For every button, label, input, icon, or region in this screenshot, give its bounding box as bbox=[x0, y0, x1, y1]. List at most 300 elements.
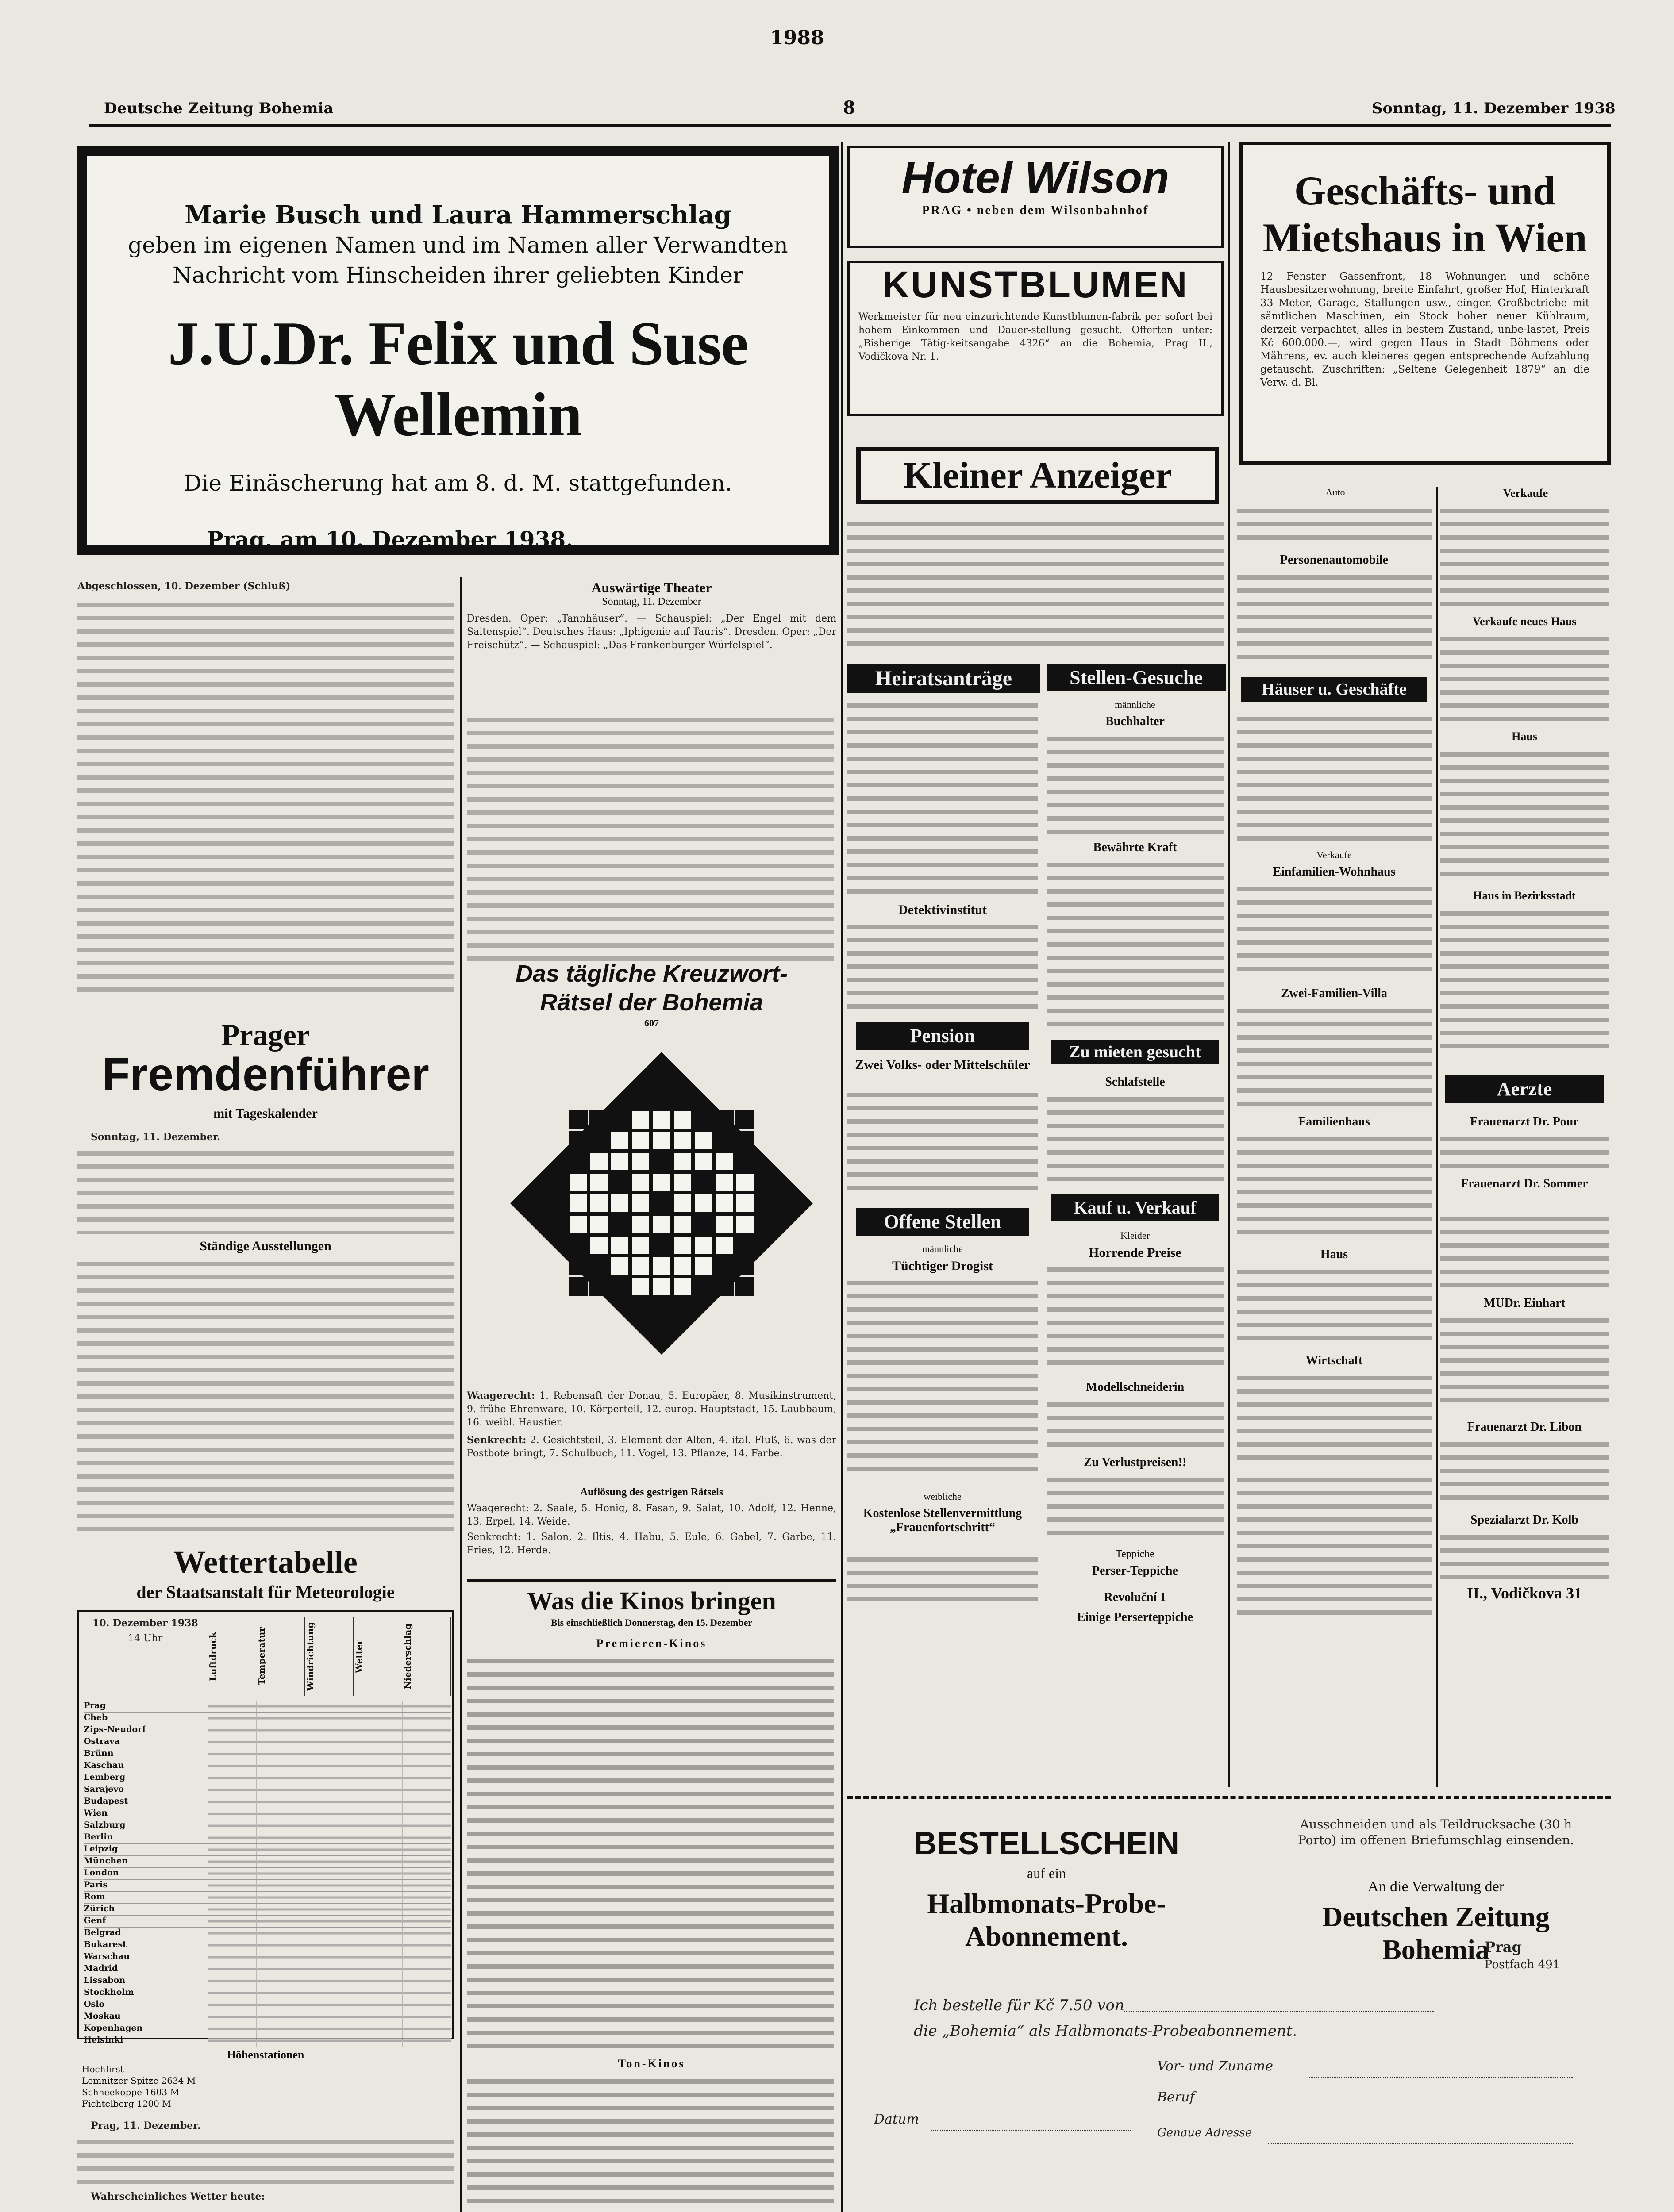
crossword-block bbox=[589, 1131, 608, 1150]
weather-cell bbox=[402, 1987, 451, 1999]
order-line-1 bbox=[914, 1998, 1578, 2012]
field-name-input[interactable] bbox=[1308, 2060, 1573, 2078]
crossword-block bbox=[610, 1215, 629, 1234]
weather-row bbox=[84, 1892, 451, 1904]
weather-cell bbox=[305, 1701, 354, 1712]
weather-city: Lissabon bbox=[84, 1975, 126, 1985]
crossword-block bbox=[569, 1131, 588, 1150]
weather-cell bbox=[354, 1760, 402, 1772]
crossword-down bbox=[467, 1433, 836, 1460]
haus-ad-2 bbox=[1440, 748, 1609, 880]
stellengesuche-maennliche: männliche bbox=[1115, 699, 1155, 710]
heading-heiratsantraege: Heiratsanträge bbox=[847, 664, 1040, 693]
wirtschaft-heading: Wirtschaft bbox=[1305, 1354, 1363, 1367]
weather-cell bbox=[256, 1748, 305, 1760]
weather-cell bbox=[305, 2011, 354, 2023]
guide-title-2: Fremdenführer bbox=[102, 1049, 429, 1100]
crossword-block bbox=[715, 1277, 734, 1296]
offene-maennliche: männliche bbox=[922, 1243, 963, 1254]
detektiv-ad bbox=[847, 920, 1038, 1009]
weather-subtitle: der Staatsanstalt für Meteorologie bbox=[136, 1582, 395, 1602]
weather-city: Madrid bbox=[84, 1963, 118, 1973]
crossword-block bbox=[610, 1173, 629, 1192]
col-rule-1 bbox=[460, 577, 462, 2212]
col-rule-3 bbox=[1228, 142, 1230, 1787]
weather-row bbox=[84, 1951, 451, 1963]
weather-row bbox=[84, 1808, 451, 1820]
modell-ad bbox=[1047, 1398, 1224, 1447]
landwirtschaft-ad bbox=[1237, 1473, 1432, 1615]
weather-cell bbox=[305, 1784, 354, 1796]
crossword-grid bbox=[493, 1035, 830, 1371]
weather-city: Brünn bbox=[84, 1748, 114, 1758]
weather-cell bbox=[208, 2035, 256, 2047]
crossword-cell[interactable] bbox=[735, 1194, 754, 1213]
stations-heading: Höhenstationen bbox=[227, 2048, 304, 2061]
weather-col-header: Windrichtung bbox=[305, 1617, 354, 1696]
weather-row bbox=[84, 1772, 451, 1784]
weather-cell bbox=[305, 1713, 354, 1724]
crossword-cell[interactable] bbox=[652, 1110, 671, 1129]
weather-row bbox=[84, 1748, 451, 1760]
forecast-label: Wahrscheinliches Wetter heute: bbox=[91, 2191, 265, 2202]
across-clues: 1. Rebensaft der Donau, 5. Europäer, 8. Musikinstrument, 9. frühe Ehrenware, 10. Körperteil, 12. europ. Hauptstadt, 15. Laubbaum, 16. weibl. Haustier. bbox=[467, 1390, 836, 1428]
crossword-cell[interactable] bbox=[631, 1173, 650, 1192]
crossword-cell[interactable] bbox=[715, 1173, 734, 1192]
personenautomobile-heading: Personenautomobile bbox=[1280, 553, 1389, 567]
crossword-cell[interactable] bbox=[610, 1152, 629, 1171]
weather-cell bbox=[256, 1856, 305, 1867]
guide-text bbox=[77, 1146, 454, 1234]
order-form-city: Prag bbox=[1485, 1939, 1522, 1955]
weather-cell bbox=[402, 1736, 451, 1748]
heading-kauf-verkauf: Kauf u. Verkauf bbox=[1051, 1194, 1219, 1221]
bewaehrte-ad bbox=[1047, 858, 1224, 1026]
crossword-cell[interactable] bbox=[715, 1194, 734, 1213]
field-name-label: Vor- und Zuname bbox=[1157, 2058, 1273, 2074]
weather-cell bbox=[305, 1999, 354, 2011]
zumieten-ad bbox=[1047, 1093, 1224, 1181]
crossword-number: 607 bbox=[644, 1018, 659, 1029]
weather-cell bbox=[354, 1772, 402, 1784]
crossword-cell[interactable] bbox=[673, 1173, 692, 1192]
crossword-cell[interactable] bbox=[610, 1194, 629, 1213]
order-form bbox=[847, 1796, 1611, 2212]
weather-cell bbox=[354, 1951, 402, 1963]
weather-cell bbox=[402, 1772, 451, 1784]
field-datum-label: Datum bbox=[874, 2112, 919, 2127]
crossword-block bbox=[652, 1194, 671, 1213]
weather-cell bbox=[256, 1928, 305, 1939]
middle-column bbox=[467, 580, 836, 2212]
dr-einhart: MUDr. Einhart bbox=[1483, 1296, 1566, 1310]
weather-cell bbox=[256, 1724, 305, 1736]
field-name-row bbox=[1157, 2060, 1578, 2082]
weather-city: Paris bbox=[84, 1880, 108, 1889]
weather-cell bbox=[256, 1892, 305, 1903]
crossword-cell[interactable] bbox=[652, 1256, 671, 1275]
hotel-wilson-ad bbox=[847, 146, 1224, 248]
zwei-familien-ad bbox=[1237, 1004, 1432, 1106]
crossword-cell[interactable] bbox=[673, 1256, 692, 1275]
weather-city: Wien bbox=[84, 1808, 108, 1818]
weather-cell bbox=[256, 1784, 305, 1796]
weather-city: Zips-Neudorf bbox=[84, 1724, 146, 1734]
weather-cell bbox=[354, 1736, 402, 1748]
kinos-title: Was die Kinos bringen bbox=[467, 1579, 836, 1616]
auto-ad bbox=[1237, 504, 1432, 549]
crossword-cell[interactable] bbox=[631, 1215, 650, 1234]
offene-weibliche: weibliche bbox=[924, 1491, 962, 1502]
dr-libon-ad bbox=[1440, 1438, 1609, 1504]
weather-cell bbox=[354, 1701, 402, 1712]
kleiner-anzeiger-title: Kleiner Anzeiger bbox=[903, 455, 1172, 496]
wirtschaft-ad bbox=[1237, 1371, 1432, 1460]
dr-sommer: Frauenarzt Dr. Sommer bbox=[1461, 1177, 1588, 1190]
crossword-cell[interactable] bbox=[631, 1194, 650, 1213]
weather-city: Berlin bbox=[84, 1832, 113, 1842]
crossword-cell[interactable] bbox=[589, 1194, 608, 1213]
crossword-cell[interactable] bbox=[569, 1173, 588, 1192]
station-row: Lomnitzer Spitze 2634 M bbox=[82, 2075, 196, 2086]
weather-city: Helsinki bbox=[84, 2035, 123, 2045]
weather-cell bbox=[305, 1868, 354, 1879]
crossword-cell[interactable] bbox=[673, 1215, 692, 1234]
weather-cell bbox=[208, 1784, 256, 1796]
dr-kolb-ad bbox=[1440, 1531, 1609, 1579]
crossword-cell[interactable] bbox=[694, 1194, 713, 1213]
weather-report-lead: Prag, 11. Dezember. bbox=[91, 2120, 201, 2131]
weather-cell bbox=[208, 1975, 256, 1987]
weather-cell bbox=[208, 1748, 256, 1760]
weather-city: Cheb bbox=[84, 1713, 108, 1722]
weather-row bbox=[84, 1939, 451, 1951]
kinos-premiere-list bbox=[467, 1655, 834, 2053]
exhibitions-heading: Ständige Ausstellungen bbox=[200, 1239, 331, 1253]
verlust-heading: Zu Verlustpreisen!! bbox=[1083, 1455, 1187, 1469]
kunstblumen-body: Werkmeister für neu einzurichtende Kunstblumen-fabrik per sofort bei hohem Einkommen und Dauer-stellung gesucht. Offerten unter: „Bisherige Tätig-keitsangabe 4326“ an die Bohemia, Prag II., Vodičkova Nr. 1. bbox=[858, 311, 1212, 362]
weather-cell bbox=[256, 1808, 305, 1820]
weather-cell bbox=[305, 1928, 354, 1939]
weather-city: Stockholm bbox=[84, 1987, 134, 1997]
bewaehrte-kraft: Bewährte Kraft bbox=[1093, 841, 1177, 854]
crossword-block bbox=[715, 1256, 734, 1275]
weather-cell bbox=[208, 1808, 256, 1820]
obituary-notice bbox=[77, 146, 839, 555]
weather-row bbox=[84, 1928, 451, 1939]
weather-cell bbox=[354, 1724, 402, 1736]
weather-row bbox=[84, 1868, 451, 1880]
crossword-cell[interactable] bbox=[631, 1277, 650, 1296]
weather-cell bbox=[208, 1760, 256, 1772]
crossword-cell[interactable] bbox=[673, 1131, 692, 1150]
order-form-title: BESTELLSCHEIN bbox=[913, 1826, 1180, 1861]
weather-cell bbox=[208, 1987, 256, 1999]
field-adresse-input[interactable] bbox=[1268, 2126, 1573, 2144]
weather-title: Wettertabelle bbox=[173, 1544, 358, 1580]
weather-cell bbox=[305, 1808, 354, 1820]
crossword-cell[interactable] bbox=[673, 1277, 692, 1296]
crossword-cell[interactable] bbox=[652, 1173, 671, 1192]
weather-cell bbox=[208, 1724, 256, 1736]
weather-cell bbox=[305, 1820, 354, 1832]
weather-city: Zürich bbox=[84, 1904, 115, 1913]
weather-cell bbox=[305, 1772, 354, 1784]
weather-row bbox=[84, 1820, 451, 1832]
weather-cell bbox=[305, 1844, 354, 1855]
crossword-cell[interactable] bbox=[569, 1215, 588, 1234]
weather-city: Moskau bbox=[84, 2011, 121, 2021]
obituary-line-3: Nachricht vom Hinscheiden ihrer geliebten Kinder bbox=[173, 262, 743, 288]
guide-subtitle: mit Tageskalender bbox=[213, 1106, 318, 1121]
crossword-cell[interactable] bbox=[589, 1152, 608, 1171]
horrende-preise: Horrende Preise bbox=[1089, 1245, 1181, 1260]
weather-table-date: 10. Dezember 1938 bbox=[92, 1617, 198, 1629]
hotel-sub: PRAG • neben dem Wilsonbahnhof bbox=[922, 204, 1149, 217]
field-adresse-label: Genaue Adresse bbox=[1157, 2126, 1252, 2139]
dr-sommer-ad bbox=[1440, 1212, 1609, 1287]
crossword-block bbox=[569, 1256, 588, 1275]
field-beruf-input[interactable] bbox=[1210, 2091, 1573, 2108]
crossword-block bbox=[610, 1110, 629, 1129]
weather-cell bbox=[402, 1856, 451, 1867]
exhibitions-text bbox=[77, 1256, 454, 1531]
crossword-cell[interactable] bbox=[631, 1110, 650, 1129]
crossword-cell[interactable] bbox=[735, 1215, 754, 1234]
crossword-cell[interactable] bbox=[715, 1152, 734, 1171]
crossword-cell[interactable] bbox=[694, 1131, 713, 1150]
guide-title-1: Prager bbox=[221, 1018, 310, 1052]
weather-cell bbox=[256, 1820, 305, 1832]
classified-col-a bbox=[847, 664, 1040, 1796]
weather-cell bbox=[256, 1904, 305, 1915]
weather-row bbox=[84, 1701, 451, 1713]
crossword-cell[interactable] bbox=[673, 1236, 692, 1255]
order-form-postbox: Postfach 491 bbox=[1485, 1958, 1560, 1971]
crossword-block bbox=[694, 1110, 713, 1129]
weather-cell bbox=[256, 1975, 305, 1987]
weather-row bbox=[84, 1832, 451, 1844]
heirat-ads bbox=[847, 699, 1038, 894]
weather-cell bbox=[402, 1904, 451, 1915]
crossword-cell[interactable] bbox=[673, 1110, 692, 1129]
guide-date: Sonntag, 11. Dezember. bbox=[91, 1131, 221, 1143]
kostenlose-ad bbox=[847, 1553, 1038, 1610]
weather-row bbox=[84, 1736, 451, 1748]
market-report-text bbox=[77, 597, 454, 995]
weather-cell bbox=[402, 1713, 451, 1724]
weather-cell bbox=[402, 1796, 451, 1808]
crossword-title-1: Das tägliche Kreuzwort- bbox=[515, 960, 788, 987]
crossword-block bbox=[735, 1152, 754, 1171]
bezirksstadt-heading: Haus in Bezirksstadt bbox=[1473, 889, 1576, 902]
crossword-cell[interactable] bbox=[589, 1236, 608, 1255]
weather-table-time: 14 Uhr bbox=[128, 1633, 163, 1644]
heading-zumieten: Zu mieten gesucht bbox=[1051, 1040, 1219, 1064]
verlust-ad bbox=[1047, 1473, 1224, 1540]
auto-heading: Auto bbox=[1325, 487, 1345, 498]
weather-cell bbox=[402, 1832, 451, 1843]
crossword-block bbox=[589, 1256, 608, 1275]
weather-cell bbox=[402, 2023, 451, 2035]
weather-cell bbox=[208, 1736, 256, 1748]
crossword-cell[interactable] bbox=[610, 1256, 629, 1275]
crossword-cell[interactable] bbox=[715, 1215, 734, 1234]
weather-cell bbox=[208, 1796, 256, 1808]
weather-cell bbox=[208, 1892, 256, 1903]
weather-col-header: Temperatur bbox=[256, 1617, 305, 1696]
weather-cell bbox=[256, 2035, 305, 2047]
weather-city: Sarajevo bbox=[84, 1784, 124, 1794]
wien-title-2: Mietshaus in Wien bbox=[1262, 215, 1587, 260]
weather-cell bbox=[256, 1963, 305, 1975]
modell-heading: Modellschneiderin bbox=[1085, 1380, 1185, 1394]
crossword-block bbox=[589, 1277, 608, 1296]
weather-cell bbox=[305, 1939, 354, 1951]
order-line-1-text: Ich bestelle für Kč 7.50 von bbox=[914, 1997, 1124, 2014]
wien-body: 12 Fenster Gassenfront, 18 Wohnungen und schöne Hausbesitzerwohnung, breite Einfahrt, großer Hof, Hinterkraft 33 Meter, Garage, Stallungen usw., einger. Großbetriebe mit sämtlichen Maschinen, ein Stock hoher neuer Kühlraum, derzeit verpachtet, alles in bestem Zustand, unbe-lastet, Preis Kč 600.000.—, wird gegen Haus in Stadt Böhmens oder Mährens, ev. auch kleineres gegen entsprechende Aufzahlung getauscht. Zuschriften: „Seltene Gelegenheit 1879“ an die Verw. d. Bl. bbox=[1260, 271, 1589, 388]
crossword-cell[interactable] bbox=[569, 1194, 588, 1213]
weather-row bbox=[84, 1784, 451, 1796]
kolonial-heading: Verkaufe neues Haus bbox=[1472, 615, 1577, 628]
weather-cell bbox=[402, 1928, 451, 1939]
crossword-block bbox=[569, 1152, 588, 1171]
kleiner-anzeiger-banner bbox=[856, 447, 1219, 504]
buchhalter-heading: Buchhalter bbox=[1105, 714, 1165, 728]
weather-cell bbox=[256, 1832, 305, 1843]
kinos-premiere-heading: Premieren-Kinos bbox=[596, 1637, 707, 1650]
auto-ad-2 bbox=[1237, 571, 1432, 659]
weather-cell bbox=[208, 1999, 256, 2011]
crossword-cell[interactable] bbox=[589, 1173, 608, 1192]
crossword-block bbox=[610, 1277, 629, 1296]
weather-cell bbox=[402, 1844, 451, 1855]
weather-cell bbox=[256, 1713, 305, 1724]
weather-city: Genf bbox=[84, 1916, 106, 1925]
field-adresse-row bbox=[1157, 2126, 1578, 2148]
station-row: Hochfirst bbox=[82, 2064, 124, 2074]
weather-cell bbox=[354, 1796, 402, 1808]
crossword-cell[interactable] bbox=[652, 1277, 671, 1296]
col-rule-2 bbox=[841, 142, 843, 2212]
weather-cell bbox=[208, 1951, 256, 1963]
weather-cell bbox=[305, 1916, 354, 1927]
heading-stellengesuche: Stellen-Gesuche bbox=[1047, 664, 1226, 691]
anzeiger-rules-text bbox=[847, 518, 1224, 650]
weather-cell bbox=[256, 1796, 305, 1808]
crossword-cell[interactable] bbox=[694, 1236, 713, 1255]
order-form-auf-ein: auf ein bbox=[1027, 1865, 1066, 1881]
order-form-note: Ausschneiden und als Teildrucksache (30 h Porto) im offenen Briefumschlag einsenden. bbox=[1297, 1817, 1574, 1847]
buchhalter-ad bbox=[1047, 732, 1224, 834]
crossword-cell[interactable] bbox=[694, 1256, 713, 1275]
heading-offene-stellen: Offene Stellen bbox=[856, 1208, 1029, 1236]
weather-cell bbox=[354, 1904, 402, 1915]
weather-row bbox=[84, 1916, 451, 1928]
field-datum-input[interactable] bbox=[931, 2113, 1131, 2131]
crossword-cell[interactable] bbox=[673, 1194, 692, 1213]
weather-cell bbox=[402, 1939, 451, 1951]
weather-cell bbox=[402, 1975, 451, 1987]
crossword-block bbox=[569, 1110, 588, 1129]
weather-cell bbox=[256, 1701, 305, 1712]
weather-city: Budapest bbox=[84, 1796, 128, 1806]
weather-cell bbox=[354, 1713, 402, 1724]
bezirksstadt-ad bbox=[1440, 907, 1609, 1057]
crossword-cell[interactable] bbox=[652, 1131, 671, 1150]
crossword-cell[interactable] bbox=[735, 1173, 754, 1192]
crossword-cell[interactable] bbox=[631, 1152, 650, 1171]
crossword-cell[interactable] bbox=[715, 1236, 734, 1255]
verkaufe-heading-1: Verkaufe bbox=[1316, 849, 1352, 860]
weather-col-header: Niederschlag bbox=[402, 1617, 451, 1696]
familienhaus-ad bbox=[1237, 1133, 1432, 1239]
solution-heading: Auflösung des gestrigen Rätsels bbox=[580, 1486, 723, 1498]
solution-across: Waagerecht: 2. Saale, 5. Honig, 8. Fasan, 9. Salat, 10. Adolf, 12. Henne, 13. Erpel, 14. Weide. bbox=[467, 1503, 836, 1527]
weather-row bbox=[84, 1796, 451, 1808]
weather-row bbox=[84, 1999, 451, 2011]
weather-cell bbox=[305, 1796, 354, 1808]
crossword-cell[interactable] bbox=[631, 1236, 650, 1255]
weather-city: Ostrava bbox=[84, 1736, 120, 1746]
crossword-block bbox=[569, 1277, 588, 1296]
weather-cell bbox=[305, 1880, 354, 1891]
weather-cell bbox=[208, 1701, 256, 1712]
crossword-block bbox=[735, 1131, 754, 1150]
weather-row bbox=[84, 1713, 451, 1724]
theater-body: Dresden. Oper: „Tannhäuser“. — Schauspiel: „Der Engel mit dem Saitenspiel“. Deutsches Haus: „Iphigenie auf Tauris“. Dresden. Oper: „Der Freischütz“. — Schauspiel: „Das Frankenburger Würfelspiel“. bbox=[467, 613, 836, 651]
dr-pour-ad bbox=[1440, 1133, 1609, 1168]
crossword-cell[interactable] bbox=[610, 1131, 629, 1150]
weather-cell bbox=[402, 1999, 451, 2011]
dr-pour: Frauenarzt Dr. Pour bbox=[1470, 1115, 1579, 1129]
weather-row bbox=[84, 2035, 451, 2047]
obituary-line-1: Marie Busch und Laura Hammerschlag bbox=[185, 200, 731, 230]
haeuser-ad-1 bbox=[1237, 712, 1432, 845]
weather-cell bbox=[305, 1832, 354, 1843]
weather-cell bbox=[208, 1880, 256, 1891]
crossword-block bbox=[694, 1277, 713, 1296]
crossword-cell[interactable] bbox=[589, 1215, 608, 1234]
crossword-cell[interactable] bbox=[631, 1256, 650, 1275]
kleider-heading: Kleider bbox=[1120, 1230, 1150, 1241]
weather-cell bbox=[402, 1880, 451, 1891]
teppiche-heading: Teppiche bbox=[1116, 1548, 1154, 1560]
crossword-across bbox=[467, 1389, 836, 1429]
weather-city: Belgrad bbox=[84, 1928, 121, 1937]
kolonial-ad bbox=[1440, 633, 1609, 721]
crossword-cell[interactable] bbox=[631, 1131, 650, 1150]
crossword-cell[interactable] bbox=[610, 1236, 629, 1255]
crossword-cell[interactable] bbox=[652, 1215, 671, 1234]
crossword-block bbox=[715, 1131, 734, 1150]
order-form-product: Halbmonats-Probe-Abonnement. bbox=[927, 1888, 1166, 1952]
order-copies-field[interactable] bbox=[1124, 1998, 1434, 2012]
wien-title-1: Geschäfts- und bbox=[1294, 168, 1556, 213]
verkaufe-heading-2: Verkaufe bbox=[1503, 487, 1548, 499]
weather-city: Leipzig bbox=[84, 1844, 118, 1854]
weather-cell bbox=[354, 1999, 402, 2011]
station-row: Schneekoppe 1603 M bbox=[82, 2087, 180, 2097]
crossword-cell[interactable] bbox=[694, 1152, 713, 1171]
across-label: Waagerecht: bbox=[467, 1390, 535, 1402]
top-mark: 1988 bbox=[770, 27, 824, 49]
crossword-block bbox=[589, 1110, 608, 1129]
weather-table bbox=[77, 1610, 454, 2045]
weather-cell bbox=[402, 1748, 451, 1760]
dr-einhart-ad bbox=[1440, 1314, 1609, 1411]
crossword-cell[interactable] bbox=[673, 1152, 692, 1171]
